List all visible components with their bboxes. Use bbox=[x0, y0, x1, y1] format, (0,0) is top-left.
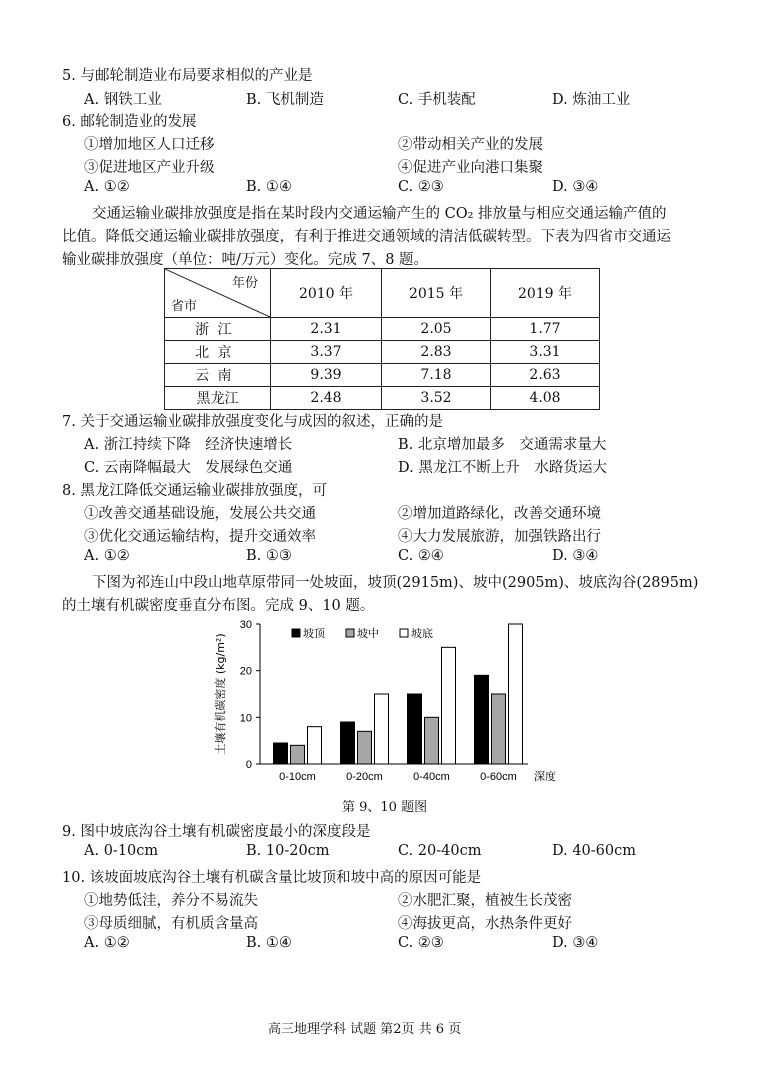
row-value: 2.05 bbox=[382, 318, 491, 341]
q8-option-a: A. ①② bbox=[84, 548, 130, 564]
q10-option-a: A. ①② bbox=[84, 935, 130, 951]
q10-option-b: B. ①④ bbox=[246, 935, 292, 951]
q5-option-a: A. 钢铁工业 bbox=[84, 92, 162, 108]
legend-swatch bbox=[292, 629, 300, 637]
legend-label: 坡中 bbox=[357, 627, 379, 640]
emission-table bbox=[164, 268, 600, 410]
q7-option-a: A. 浙江持续下降 经济快速增长 bbox=[84, 437, 293, 453]
q5-option-d: D. 炼油工业 bbox=[552, 92, 631, 108]
row-value: 1.77 bbox=[491, 318, 600, 341]
bar-slope-middle bbox=[492, 694, 506, 764]
figure-caption: 第 9、10 题图 bbox=[342, 800, 428, 815]
q9-option-d: D. 40-60cm bbox=[552, 843, 636, 859]
legend-swatch bbox=[346, 629, 354, 637]
bar-slope-top bbox=[408, 694, 422, 764]
q8-option-b: B. ①③ bbox=[246, 548, 292, 564]
q6-item-4: ④促进产业向港口集聚 bbox=[398, 160, 543, 176]
q5-option-c: C. 手机装配 bbox=[398, 92, 476, 108]
q10-item-1: ①地势低洼，养分不易流失 bbox=[84, 893, 258, 909]
row-value: 9.39 bbox=[271, 364, 382, 387]
row-value: 2.48 bbox=[271, 387, 382, 410]
header-year-2010: 2010 年 bbox=[271, 269, 382, 318]
q10-item-4: ④海拔更高，水热条件更好 bbox=[398, 916, 572, 932]
q8-stem: 8. 黑龙江降低交通运输业碳排放强度，可 bbox=[62, 483, 327, 499]
table-corner-cell bbox=[165, 269, 271, 318]
q6-item-2: ②带动相关产业的发展 bbox=[398, 137, 543, 153]
y-tick-label: 0 bbox=[245, 759, 252, 771]
material-7-8-line-2: 比值。降低交通运输业碳排放强度，有利于推进交通领域的清洁低碳转型。下表为四省市交通运 bbox=[62, 229, 671, 245]
q8-option-d: D. ③④ bbox=[552, 548, 599, 564]
q10-item-3: ③母质细腻，有机质含量高 bbox=[84, 916, 258, 932]
q8-item-3: ③优化交通运输结构，提升交通效率 bbox=[84, 529, 316, 545]
table-header-row bbox=[165, 269, 600, 318]
row-value: 3.37 bbox=[271, 341, 382, 364]
row-value: 3.52 bbox=[382, 387, 491, 410]
row-value: 7.18 bbox=[382, 364, 491, 387]
legend-label: 坡顶 bbox=[303, 627, 325, 640]
q6-option-d: D. ③④ bbox=[552, 179, 599, 195]
row-province: 云南 bbox=[165, 364, 271, 387]
bar-slope-top bbox=[475, 675, 489, 764]
row-province: 北京 bbox=[165, 341, 271, 364]
bar-slope-middle bbox=[358, 731, 372, 764]
header-province-label: 省市 bbox=[171, 299, 198, 314]
x-tick-label: 0-40cm bbox=[413, 771, 450, 783]
header-year-2019: 2019 年 bbox=[491, 269, 600, 318]
q10-option-c: C. ②③ bbox=[398, 935, 444, 951]
q8-item-1: ①改善交通基础设施，发展公共交通 bbox=[84, 506, 316, 522]
soil-carbon-bar-chart bbox=[212, 612, 572, 792]
bar-slope-middle bbox=[425, 717, 439, 764]
row-province: 黑龙江 bbox=[165, 387, 271, 410]
material-7-8-line-3: 输业碳排放强度（单位：吨/万元）变化。完成 7、8 题。 bbox=[62, 252, 429, 268]
table-row bbox=[165, 341, 600, 364]
q9-option-a: A. 0-10cm bbox=[84, 843, 159, 859]
x-axis-label: 深度 bbox=[534, 770, 556, 783]
q10-option-d: D. ③④ bbox=[552, 935, 599, 951]
y-tick-label: 30 bbox=[239, 619, 252, 631]
q9-option-b: B. 10-20cm bbox=[246, 843, 330, 859]
q8-item-4: ④大力发展旅游，加强铁路出行 bbox=[398, 529, 601, 545]
x-tick-label: 0-60cm bbox=[480, 771, 517, 783]
bar-slope-top bbox=[274, 743, 288, 764]
q8-option-c: C. ②④ bbox=[398, 548, 444, 564]
q6-option-b: B. ①④ bbox=[246, 179, 292, 195]
q10-stem: 10. 该坡面坡底沟谷土壤有机碳含量比坡顶和坡中高的原因可能是 bbox=[62, 870, 482, 886]
bar-slope-bottom bbox=[509, 624, 523, 764]
material-9-10-line-1: 下图为祁连山中段山地草原带同一处坡面，坡顶(2915m)、坡中(2905m)、坡底沟谷(2895m) bbox=[92, 575, 699, 591]
row-value: 3.31 bbox=[491, 341, 600, 364]
row-province: 浙江 bbox=[165, 318, 271, 341]
y-axis-label: 土壤有机碳密度 (kg/m²) bbox=[214, 633, 227, 755]
row-value: 4.08 bbox=[491, 387, 600, 410]
bar-slope-bottom bbox=[442, 647, 456, 764]
y-tick-label: 20 bbox=[239, 665, 252, 678]
q10-item-2: ②水肥汇聚，植被生长茂密 bbox=[398, 893, 572, 909]
q5-stem: 5. 与邮轮制造业布局要求相似的产业是 bbox=[62, 68, 313, 84]
q6-item-3: ③促进地区产业升级 bbox=[84, 160, 215, 176]
row-value: 2.83 bbox=[382, 341, 491, 364]
q6-option-a: A. ①② bbox=[84, 179, 130, 195]
q8-item-2: ②增加道路绿化，改善交通环境 bbox=[398, 506, 601, 522]
q9-option-c: C. 20-40cm bbox=[398, 843, 482, 859]
q6-option-c: C. ②③ bbox=[398, 179, 444, 195]
material-7-8-line-1: 交通运输业碳排放强度是指在某时段内交通运输产生的 CO₂ 排放量与相应交通运输产值的 bbox=[92, 206, 667, 222]
table-row bbox=[165, 318, 600, 341]
legend-swatch bbox=[400, 629, 408, 637]
q6-item-1: ①增加地区人口迁移 bbox=[84, 137, 215, 153]
row-value: 2.31 bbox=[271, 318, 382, 341]
q7-option-d: D. 黑龙江不断上升 水路货运大 bbox=[398, 460, 607, 476]
bar-slope-bottom bbox=[375, 694, 389, 764]
q7-stem: 7. 关于交通运输业碳排放强度变化与成因的叙述，正确的是 bbox=[62, 414, 443, 430]
q7-option-c: C. 云南降幅最大 发展绿色交通 bbox=[84, 460, 293, 476]
legend-label: 坡底 bbox=[411, 627, 433, 640]
q5-option-b: B. 飞机制造 bbox=[246, 92, 324, 108]
page-footer: 高三地理学科 试题 第2页 共 6 页 bbox=[268, 1022, 462, 1037]
bar-slope-top bbox=[341, 722, 355, 764]
x-tick-label: 0-20cm bbox=[346, 771, 383, 783]
bar-slope-bottom bbox=[308, 727, 322, 764]
material-9-10-line-2: 的土壤有机碳密度垂直分布图。完成 9、10 题。 bbox=[62, 598, 375, 614]
q7-option-b: B. 北京增加最多 交通需求量大 bbox=[398, 437, 607, 453]
q9-stem: 9. 图中坡底沟谷土壤有机碳密度最小的深度段是 bbox=[62, 824, 371, 840]
table-row bbox=[165, 387, 600, 410]
x-tick-label: 0-10cm bbox=[279, 771, 316, 783]
table-row bbox=[165, 364, 600, 387]
header-year-label: 年份 bbox=[231, 276, 258, 291]
y-tick-label: 10 bbox=[239, 712, 252, 725]
q6-stem: 6. 邮轮制造业的发展 bbox=[62, 114, 197, 130]
header-year-2015: 2015 年 bbox=[382, 269, 491, 318]
row-value: 2.63 bbox=[491, 364, 600, 387]
bar-slope-middle bbox=[291, 745, 305, 764]
